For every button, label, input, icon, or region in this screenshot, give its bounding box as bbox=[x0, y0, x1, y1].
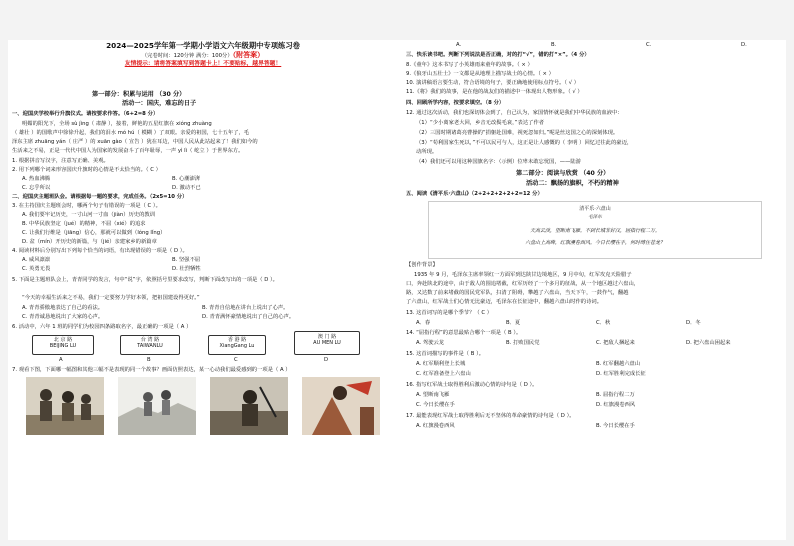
question-16: 16. 指写红军战士取得胜利后激动心情的诗句是（ D ）。 bbox=[406, 382, 538, 388]
q12-item-2: （2）三国时期诸葛亮曹操的“捐躯赴国难，视死忽如归。”呢是丝这国之心的深刻体现。 bbox=[416, 130, 619, 136]
q7-illustrations bbox=[26, 377, 386, 437]
q2-option-b: B. 心潮澎湃 bbox=[172, 176, 201, 182]
q15-option-a: A. 红军顺利登上长城 bbox=[416, 361, 466, 367]
sign-aomen-py: AU MEN LU bbox=[313, 340, 341, 346]
sign-aomen bbox=[294, 331, 360, 355]
question-15: 15. 这首词描写的事件是（ B ）。 bbox=[406, 351, 485, 357]
background-line-1: 1935 年 9 月，毛泽东主席率领红一方面军到达陕甘边境地区，9 月中旬，红军攻克天险腊子 bbox=[414, 272, 632, 278]
question-13: 13. 这首词写的是哪个季节？（ C ） bbox=[406, 310, 493, 316]
passage-line-1: 明媚的阳光下，全场 sù jìng（ 肃静 ），接着，鲜艳的五星红旗在 xióng zhuàng bbox=[22, 121, 212, 127]
q6-label-a: A bbox=[59, 357, 63, 363]
q16-option-b: B. 屈指行程二万 bbox=[596, 392, 635, 398]
q5-option-a: A. 青青骄傲地表达了自己的看法。 bbox=[22, 305, 104, 311]
background-line-2: 口，奔赴陕北的途中，由于敌人的围追堵截，红军历经了一个多月的征战，从一个地区越过六盘山， bbox=[406, 281, 640, 287]
exam-tip: 友情提示：请将答案填写到答题卡上！不要贴标，越界答题！ bbox=[124, 61, 282, 67]
q2-option-a: A. 热血沸腾 bbox=[22, 176, 51, 182]
question-2: 2. 用下列哪个词来形容国庆升旗时的心情是不太恰当的。（ C ） bbox=[12, 167, 161, 173]
exam-meta bbox=[12, 52, 394, 60]
section5-heading: 五、阅读《清平乐·六盘山》（2+2+2+2+2+2=12 分） bbox=[406, 191, 543, 197]
poem-title: 清平乐·六盘山 bbox=[579, 206, 611, 212]
q14-option-c: C. 把敌人捆起来 bbox=[596, 340, 635, 346]
q14-option-d: D. 把六盘山困起来 bbox=[686, 340, 731, 346]
q15-option-b: B. 红军翻越六盘山 bbox=[596, 361, 641, 367]
q3-option-b: B. 中华民族坚定（jué）的精神，不屈（xié）的追求 bbox=[22, 221, 146, 227]
activity2-heading: 活动二：飘扬的旗帜，不朽的精神 bbox=[526, 180, 619, 187]
q5-sentence: “今天的幸福生活来之不易，我们一定要努力学好本领，把祖国建设得更好。” bbox=[22, 295, 200, 301]
q7-option-d: D. bbox=[741, 42, 747, 48]
passage-line-2: （ 雄壮 ）的国歌声中徐徐升起，我们的泪水 mó hú（ 模糊 ）了双眼。亲爱的祖国，七十五年了，毛 bbox=[12, 130, 250, 136]
q5-option-d: D. 青青满怀豪情地说出了自己的心声。 bbox=[202, 314, 295, 320]
sign-xianggang bbox=[208, 335, 266, 355]
question-8: 8.《童年》这本书写了小英雄雨来童年的故事。（ × ） bbox=[406, 62, 533, 68]
q5-option-b: B. 青青自信地在讲台上说出了心声。 bbox=[202, 305, 289, 311]
question-12: 12. 通过这次活动，我们也深切体会到了，自己认为，家国情怀就是我们中华民族的血液中： bbox=[406, 110, 623, 116]
q4-option-b: B. 坚强不屈 bbox=[172, 257, 201, 263]
exam-time: （完卷时间：120分钟 满分：100分） bbox=[141, 53, 233, 59]
q13-option-d: D．冬 bbox=[686, 320, 701, 326]
illustration-soldiers-1 bbox=[26, 377, 104, 435]
q13-option-c: C．秋 bbox=[596, 320, 611, 326]
question-10: 10. 演讲稿语言要生动，符合语境的句子，要正确地使用标点符号。（ √ ） bbox=[406, 80, 580, 86]
q6-label-d: D bbox=[324, 357, 329, 363]
q2-option-c: C. 忘乎所以 bbox=[22, 185, 51, 191]
sign-aomen-cn: 澳 门 路 bbox=[317, 334, 337, 340]
sign-xianggang-py: XiangGang Lu bbox=[219, 343, 255, 349]
q3-option-c: C. 让我们行维是（jiāng）信心，那就可以做到（lóng lǐng） bbox=[22, 230, 166, 236]
question-3: 3. 在主持国庆主题班会时，哪两个句子有错误的一项是（ C ）。 bbox=[12, 203, 161, 209]
question-9: 9.《狼牙山五壮士》一文都是从地理上描写战士的心情。（ × ） bbox=[406, 71, 554, 77]
sign-taiwan bbox=[120, 335, 180, 355]
sign-beijing-cn: 北 京 路 bbox=[53, 337, 73, 343]
sign-taiwan-py: TAIWANLU bbox=[137, 343, 163, 349]
poem-line-2: 六盘山上高峰，红旗漫卷西风。今日长缨在手，何时缚住苍龙？ bbox=[524, 240, 665, 246]
q4-option-c: C. 英勇无畏 bbox=[22, 266, 51, 272]
q17-option-b: B. 今日长缨在手 bbox=[596, 423, 635, 429]
background-line-4: 了六盘山，红军战士们心情无比豪迈，毛泽东在长征途中，翻越六盘山时作的诗词。 bbox=[406, 299, 602, 305]
part1-heading: 第一部分：积累与运用 （30 分） bbox=[92, 91, 186, 98]
sign-taiwan-cn: 台 湾 路 bbox=[140, 337, 160, 343]
poem-box bbox=[428, 201, 762, 259]
q16-option-a: A. 望断南飞雁 bbox=[416, 392, 450, 398]
q4-option-a: A. 威风凛凛 bbox=[22, 257, 51, 263]
question-4: 4. 阅读材料后分别写出下列每个恰当的词语，有出现错误的一项是（ D ）。 bbox=[12, 248, 188, 254]
section4-heading: 四、回顾所学内容，按要求填空。（8 分） bbox=[406, 100, 505, 106]
q3-option-d: D. 盆（mín）开历史的新篇，与（jié）亲建家乡的新篇章 bbox=[22, 239, 157, 245]
part2-heading: 第二部分：阅读与欣赏 （40 分） bbox=[516, 170, 610, 177]
passage-line-4: 生活来之不易，正是一代代中国人为国家的发展奋斗了百年耻辱，一声 yì lì（ 屹立 ）于世界东方。 bbox=[12, 148, 244, 154]
q7-option-a: A. bbox=[456, 42, 462, 48]
q7-option-b: B. bbox=[551, 42, 557, 48]
background-line-3: 路，又达数了前来堵截的国民党军队，扫清了阻碍，攀越了六盘山，当天下午，一鼓作气，翻越 bbox=[406, 290, 629, 296]
illustration-soldiers-3 bbox=[210, 377, 288, 435]
sign-beijing-py: BEIJING LU bbox=[49, 343, 77, 349]
q6-label-b: B bbox=[147, 357, 151, 363]
q13-option-a: A．春 bbox=[416, 320, 431, 326]
poem-author: 毛泽东 bbox=[588, 215, 602, 220]
background-label: 【创作背景】 bbox=[406, 262, 438, 268]
q6-label-c: C bbox=[234, 357, 238, 363]
q15-option-c: C. 红军准备登上六盘山 bbox=[416, 371, 471, 377]
q12-item-4: （4）我们还可以用这种国旗名字：（示例）位卑未敢忘忧国，——陆游 bbox=[416, 159, 581, 165]
section2-heading: 二、迎国庆主题班队会。请根据每一题的要求，完成任务。（2x5=10 分） bbox=[12, 194, 188, 200]
illustration-soldiers-4 bbox=[302, 377, 380, 435]
exam-title: 2024—2025学年第一学期小学语文六年级期中专项练习卷 bbox=[106, 41, 300, 50]
sign-xianggang-cn: 香 港 路 bbox=[227, 337, 247, 343]
q14-option-a: A. 驾驶云龙 bbox=[416, 340, 445, 346]
q3-option-a: A. 我们要牢记历史，一寸山河一寸血（jiàn）历史的教训 bbox=[22, 212, 155, 218]
exam-page bbox=[8, 40, 786, 540]
question-17: 17. 最能表现红军战士取得胜利后无不坚休的革命豪情的诗句是（ D ）。 bbox=[406, 413, 575, 419]
question-1: 1. 根据拼音写汉字，注意写正确、美观。 bbox=[12, 158, 109, 164]
question-7: 7. 观看下图，下面哪一幅图和其他三幅不是表现的同一个故事？画面仿照表达，某一心动我们最爱感到的一项是（ A ） bbox=[12, 367, 291, 373]
q17-option-a: A. 红旗漫卷西风 bbox=[416, 423, 455, 429]
q12-item-3-cont: 动所现。 bbox=[416, 149, 438, 155]
q12-item-3: （3）“苟利国家生死以，”不可以民可与人，这正是让人感慨的（ 李明 ）回忆过往此的豪迈， bbox=[416, 140, 633, 146]
q5-option-c: C. 青青诚恳地说出了大家的心声。 bbox=[22, 314, 104, 320]
q16-option-c: C. 今日长缨在手 bbox=[416, 402, 455, 408]
passage-line-3: 泽东主席 zhuāng yán（ 庄严 ）的 xuān gào（ 宣告 ）犹在耳边，中国人民从此站起来了！我们如今的 bbox=[12, 139, 258, 145]
q15-option-d: D. 红军胜利完成长征 bbox=[596, 371, 646, 377]
q13-option-b: B．夏 bbox=[506, 320, 521, 326]
sign-beijing bbox=[32, 335, 94, 355]
q7-option-c: C. bbox=[646, 42, 652, 48]
q2-option-d: D. 激动不已 bbox=[172, 185, 201, 191]
question-11: 11.《将》我们的故事，是在他的战友们的描述中一体现出人物形象。（ √ ） bbox=[406, 89, 583, 95]
q12-item-1: （1）“少小离家老大回，乡音无改鬓毛衰，”表达了作者 bbox=[416, 120, 545, 126]
illustration-soldiers-2 bbox=[118, 377, 196, 435]
answer-badge: （附答案） bbox=[232, 51, 265, 59]
section1-heading: 一、迎国庆学校举行升旗仪式。请按要求作答。（6+2=8 分） bbox=[12, 111, 159, 117]
q16-option-d: D. 红旗漫卷西风 bbox=[596, 402, 636, 408]
q4-option-d: D. 壮烈牺牲 bbox=[172, 266, 201, 272]
question-14: 14. “屈指行程”的意思最贴合哪个一项是（ B ）。 bbox=[406, 330, 522, 336]
q14-option-b: B. 打败国民党 bbox=[506, 340, 540, 346]
question-6: 6. 活动中，六年 1 班的同学们为校园四条路取名字，最正确的一项是（ A ） bbox=[12, 324, 192, 330]
question-5: 5. 下面是主题班队会上，青青同学的发言，句中“说”字，依照括号里要求改写，判断下面改写出的一项是（ D ）。 bbox=[12, 277, 278, 283]
section3-heading: 三、快乐读书吧。判断下列说法是否正确，对的打“√”，错的打“×”。（4 分） bbox=[406, 52, 590, 58]
poem-line-1: 天高云淡，望断南飞雁。不到长城非好汉，屈指行程二万。 bbox=[529, 228, 660, 234]
activity1-heading: 活动一：国庆，难忘的日子 bbox=[122, 100, 197, 107]
